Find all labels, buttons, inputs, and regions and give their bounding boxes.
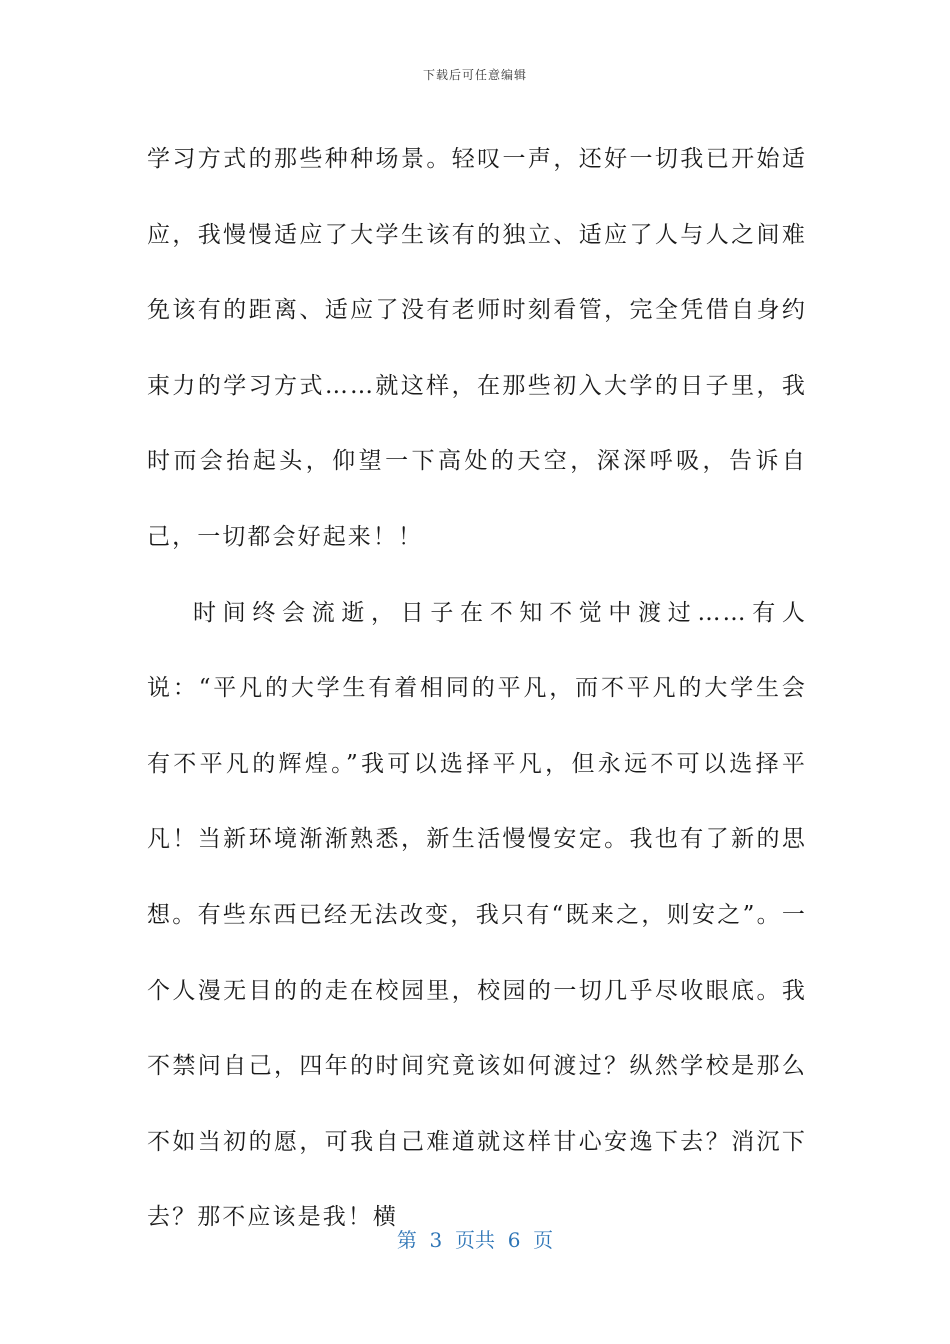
paragraph-1: 学习方式的那些种种场景。轻叹一声，还好一切我已开始适应，我慢慢适应了大学生该有的独立、适应了人与人之间难免该有的距离、适应了没有老师时刻看管，完全凭借自身约束力的学习方式……就这样，在那些初入大学的日子里，我时而会抬起头，仰望一下高处的天空，深深呼吸，告诉自己，一切都会好起来！！ [147,146,807,550]
page-number-footer: 第 3 页共 6 页 [396,1228,554,1252]
page-header-note: 下载后可任意编辑 [422,68,527,82]
document-body [147,122,807,1256]
paragraph-2: 时间终会流逝，日子在不知不觉中渡过……有人说：“平凡的大学生有着相同的平凡，而不平凡的大学生会有不平凡的辉煌。”我可以选择平凡，但永远不可以选择平凡！当新环境渐渐熟悉，新生活慢慢安定。我也有了新的思想。有些东西已经无法改变，我只有“既来之，则安之”。一个人漫无目的的走在校园里，校园的一切几乎尽收眼底。我不禁问自己，四年的时间究竟该如何渡过？纵然学校是那么不如当初的愿，可我自己难道就这样甘心安逸下去？消沉下去？那不应该是我！横 [147,599,807,1231]
